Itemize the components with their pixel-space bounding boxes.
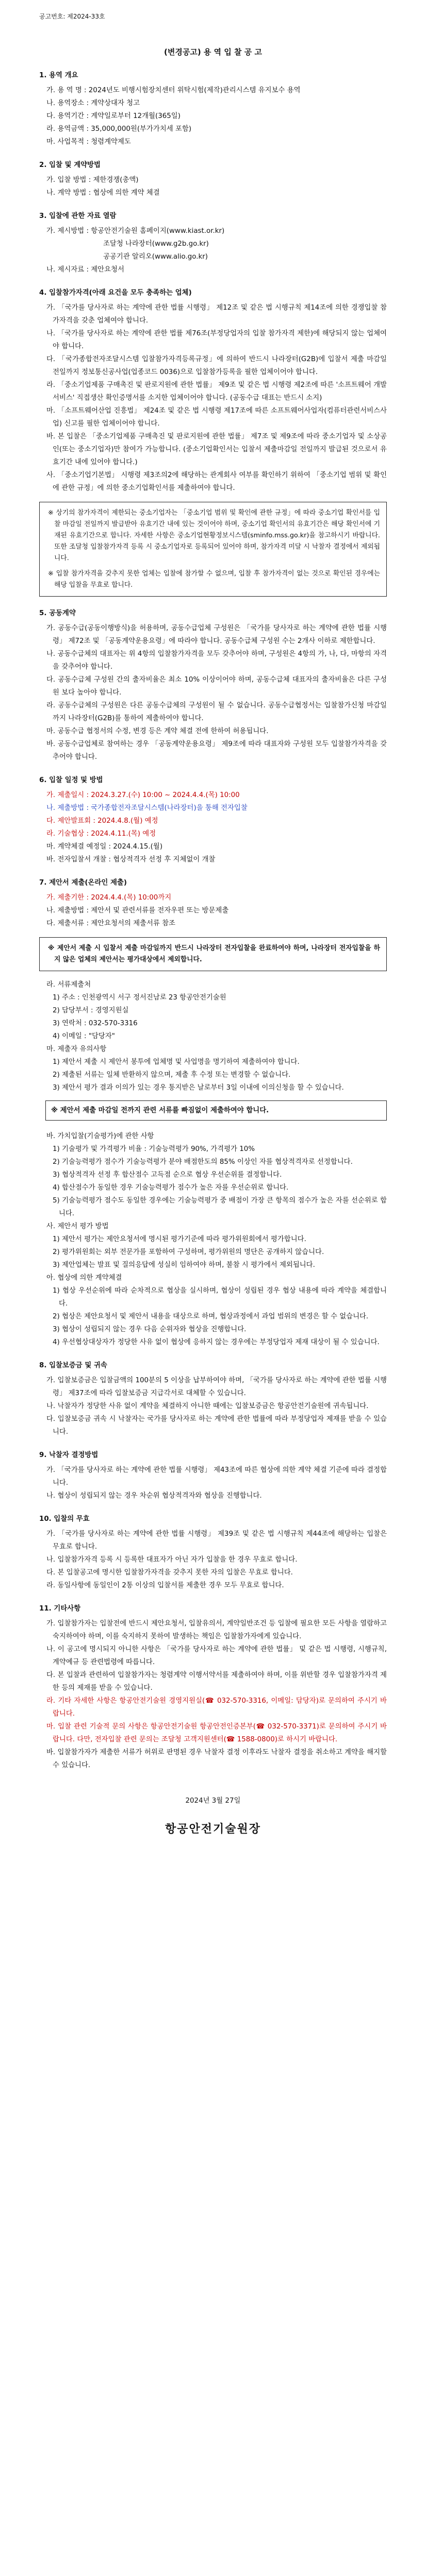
link-text[interactable]: 조달청 나라장터(www.g2b.go.kr) [103, 240, 209, 248]
box-note: ※ 제안서 제출 시 입찰서 제출 마감일까지 반드시 나라장터 전자입찰을 완료하여야 하며, 나라장터 전자입찰을 하지 않은 업체의 제안서는 평가대상에서 제외합니다. [48, 944, 380, 963]
text-line: 가. 입찰 방법 : 제한경쟁(총액) [46, 176, 139, 184]
text-line: 나. 이 공고에 명시되지 아니한 사항은 「국가를 당사자로 하는 계약에 관한 법률」 및 같은 법 시행령, 시행규칙, 계약예규 등 관련법령에 따릅니다. [46, 1646, 387, 1666]
box-note: ※ 상기의 참가자격이 제한되는 중소기업자는 「중소기업 범위 및 확인에 관한 규정」에 따라 중소기업 확인서를 입찰 마감일 전일까지 발급받아 유효기간 내에 있는 것이어야 하며, 중소기업 확인서의 유효기간은 해당 확인서에 기재된 유효기간으로 합니다. 자세한 사항은 중소기업현황정보시스템(sminfo.mss.go.kr)을 참고하시기 바랍니다. 또한 조달청 입찰참가자격 등록 시 중소기업자로 등록되어 있어야 하며, 참가자격 미달 시 낙찰자 결정에서 제외됩니다. [48, 509, 380, 562]
issuing-organization: 항공안전기술원장 [165, 1823, 261, 1836]
text-line: 다. 본 입찰과 관련하여 입찰참가자는 청렴계약 이행서약서를 제출하여야 하며, 이를 위반할 경우 입찰참가자격 제한 등의 제재를 받을 수 있습니다. [46, 1671, 387, 1692]
text-line: 바. 공동수급업체로 참여하는 경우 「공동계약운용요령」 제9조에 따라 대표자와 구성원 모두 입찰참가자격을 갖추어야 합니다. [46, 740, 387, 761]
text-line: 1) 협상 우선순위에 따라 순차적으로 협상을 실시하며, 협상이 성립된 경우 협상 내용에 따라 계약을 체결합니다. [53, 1287, 387, 1308]
box-note: ※ 제안서 제출 마감일 전까지 관련 서류를 빠짐없이 제출하여야 합니다. [51, 1107, 269, 1114]
text-line-highlight: 나. 제출방법 : 국가종합전자조달시스템(나라장터)을 통해 전자입찰 [46, 804, 248, 812]
text-line: 가. 「국가를 당사자로 하는 계약에 관한 법률 시행령」 제39조 및 같은 법 시행규칙 제44조에 해당하는 입찰은 무효로 합니다. [46, 1530, 387, 1551]
text-line: 라. 동일사항에 동일인이 2통 이상의 입찰서를 제출한 경우 모두 무효로 합니다. [46, 1582, 284, 1589]
text-line: 다. 「국가종합전자조달시스템 입찰참가자격등록규정」에 의하여 반드시 나라장터(G2B)에 입찰서 제출 마감일 전일까지 정보통신공사업(업종코드 0036)으로 입찰참가등록을 필한 업체이어야 합니다. [46, 355, 387, 376]
text-line-highlight: 다. 제안발표회 : 2024.4.8.(월) 예정 [46, 817, 158, 825]
text-line: 바. 가치입찰(기술평가)에 관한 사항 [46, 1132, 154, 1140]
text-line-highlight: 마. 입찰 관련 기술적 문의 사항은 항공안전기술원 항공안전인증본부(☎ 032-570-3371)로 문의하여 주시기 바랍니다. 다만, 전자입찰 관련 문의는 조달청 고객지원센터(☎ 1588-0800)로 하시기 바랍니다. [46, 1723, 387, 1743]
text-line: 다. 본 입찰공고에 명시한 입찰참가자격을 갖추지 못한 자의 입찰은 무효로 합니다. [46, 1569, 293, 1577]
section-heading: 3. 입찰에 관한 자료 열람 [39, 212, 117, 220]
notice-title: (변경공고) 용 역 입 찰 공 고 [164, 47, 262, 57]
text-line: 2) 기술능력평가 점수가 기술능력평가 분야 배점한도의 85% 이상인 자를 협상적격자로 선정합니다. [53, 1158, 353, 1166]
text-line: 나. 제시자료 : 제안요청서 [46, 266, 124, 274]
text-line: 2) 협상은 제안요청서 및 제안서 내용을 대상으로 하며, 협상과정에서 과업 범위의 변경은 할 수 없습니다. [53, 1313, 369, 1320]
text-line: 나. 입찰참가자격 등록 시 등록한 대표자가 아닌 자가 입찰을 한 경우 무효로 합니다. [46, 1556, 298, 1564]
text-line: 1) 기술평가 및 가격평가 비율 : 기술능력평가 90%, 가격평가 10% [53, 1145, 255, 1153]
text-line: 가. 용 역 명 : 2024년도 비행시험장치센터 위탁시험(제작)관리시스템 유지보수 용역 [46, 87, 301, 94]
text-line-highlight: 라. 기술협상 : 2024.4.11.(목) 예정 [46, 830, 156, 838]
text-line: 다. 제출서류 : 제안요청서의 제출서류 참조 [46, 920, 175, 927]
text-line: 나. 계약 방법 : 협상에 의한 계약 체결 [46, 189, 160, 197]
text-line: 나. 「국가를 당사자로 하는 계약에 관한 법률 제76조(부정당업자의 입찰 참가자격 제한)에 해당되지 않는 업체여야 합니다. [46, 330, 387, 350]
text-line: 2) 제출된 서류는 일체 반환하지 않으며, 제출 후 수정 또는 변경할 수 없습니다. [53, 1071, 291, 1079]
text-line: 나. 낙찰자가 정당한 사유 없이 계약을 체결하지 아니한 때에는 입찰보증금은 항공안전기술원에 귀속됩니다. [46, 1402, 369, 1410]
section-heading: 5. 공동계약 [39, 609, 76, 617]
text-line: 나. 제출방법 : 제안서 및 관련서류를 전자우편 또는 방문제출 [46, 907, 229, 914]
text-line: 바. 본 입찰은 「중소기업제품 구매촉진 및 판로지원에 관한 법률」 제7조 및 제9조에 따라 중소기업자 및 소상공인(또는 중소기업자)만 참여가 가능합니다. (중소기업확인서는 입찰서 제출마감일 전일까지 발급된 것으로서 유효기간 내에 있어야 합니다.) [46, 433, 387, 466]
notice-date: 2024년 3월 27일 [185, 1797, 241, 1805]
text-line: 마. 「소프트웨어산업 진흥법」 제24조 및 같은 법 시행령 제17조에 따른 소프트웨어사업자(컴퓨터관련서비스사업) 신고를 필한 업체이어야 합니다. [46, 407, 387, 428]
text-line: 3) 연락처 : 032-570-3316 [53, 1020, 138, 1027]
notice-box [39, 502, 387, 597]
text-line: 다. 입찰보증금 귀속 시 낙찰자는 국가를 당사자로 하는 계약에 관한 법률에 따라 부정당업자 제재를 받을 수 있습니다. [46, 1415, 387, 1436]
text-line: 사. 「중소기업기본법」 시행령 제3조의2에 해당하는 관계회사 여부를 확인하기 위하여 「중소기업 범위 및 확인에 관한 규정」에 의한 중소기업확인서를 제출하여야 합니다. [46, 471, 387, 492]
text-line: 다. 용역기간 : 계약일로부터 12개월(365일) [46, 112, 181, 120]
text-line: 2) 평가위원회는 외부 전문가를 포함하여 구성하며, 평가위원의 명단은 공개하지 않습니다. [53, 1248, 324, 1256]
notice-box [39, 937, 387, 971]
link-text[interactable]: 공공기관 알리오(www.alio.go.kr) [103, 253, 208, 261]
section-heading: 2. 입찰 및 계약방법 [39, 161, 101, 169]
text-line-highlight: 가. 제출일시 : 2024.3.27.(수) 10:00 ~ 2024.4.4.(목) 10:00 [46, 791, 240, 799]
text-line-highlight: 라. 기타 자세한 사항은 항공안전기술원 경영지원실(☎ 032-570-3316, 이메일: 담당자)로 문의하여 주시기 바랍니다. [46, 1697, 387, 1718]
text-line: 마. 사업목적 : 청렴계약제도 [46, 138, 131, 146]
text-line: 4) 이메일 : "담당자" [53, 1032, 115, 1040]
text-line: 2) 담당부서 : 경영지원실 [53, 1007, 129, 1014]
section-heading: 1. 용역 개요 [39, 72, 78, 79]
text-line: 1) 제안서 제출 시 제안서 봉투에 업체명 및 사업명을 명기하여 제출하여야 합니다. [53, 1058, 300, 1066]
text-line: 바. 전자입찰서 개찰 : 협상적격자 선정 후 지체없이 개찰 [46, 856, 216, 863]
text-line: 3) 협상적격자 선정 후 합산점수 고득점 순으로 협상 우선순위를 결정합니다. [53, 1171, 282, 1179]
text-line: 라. 용역금액 : 35,000,000원(부가가치세 포함) [46, 125, 192, 133]
text-line-highlight: 가. 제출기한 : 2024.4.4.(목) 10:00까지 [46, 894, 172, 902]
text-line: 다. 공동수급체 구성원 간의 출자비율은 최소 10% 이상이어야 하며, 공동수급체 대표자의 출자비율은 다른 구성원 보다 높아야 합니다. [46, 676, 387, 697]
section-heading: 10. 입찰의 무효 [39, 1515, 90, 1523]
notice-box [45, 1100, 387, 1121]
text-line: 4) 합산점수가 동일한 경우 기술능력평가 점수가 높은 자를 우선순위로 합니다. [53, 1184, 289, 1192]
text-line: 아. 협상에 의한 계약체결 [46, 1274, 122, 1282]
text-line: 마. 공동수급 협정서의 수정, 변경 등은 계약 체결 전에 한하여 허용됩니다. [46, 727, 269, 735]
text-line: 마. 계약체결 예정일 : 2024.4.15.(월) [46, 843, 163, 851]
section-heading: 11. 기타사항 [39, 1605, 81, 1613]
text-line: 가. 입찰참가자는 입찰전에 반드시 제안요청서, 입찰유의서, 계약일반조건 등 입찰에 필요한 모든 사항을 열람하고 숙지하여야 하며, 이를 숙지하지 못하여 발생하는 책임은 입찰참가자에게 있습니다. [46, 1620, 387, 1640]
text-line: 3) 제안업체는 발표 및 질의응답에 성실히 임하여야 하며, 불참 시 평가에서 제외됩니다. [53, 1261, 315, 1269]
text-line: 라. 공동수급체의 구성원은 다른 공동수급체의 구성원이 될 수 없습니다. 공동수급협정서는 입찰참가신청 마감일까지 나라장터(G2B)를 통하여 제출하여야 합니다. [46, 702, 387, 722]
text-line: 1) 제안서 평가는 제안요청서에 명시된 평가기준에 따라 평가위원회에서 평가합니다. [53, 1235, 306, 1243]
text-line: 가. 「국가를 당사자로 하는 계약에 관한 법률 시행령」 제43조에 따른 협상에 의한 계약 체결 기준에 따라 결정합니다. [46, 1466, 387, 1487]
text-line: 나. 용역장소 : 계약상대자 청고 [46, 99, 140, 107]
text-line: 가. 「국가를 당사자로 하는 계약에 관한 법률 시행령」 제12조 및 같은 법 시행규칙 제14조에 의한 경쟁입찰 참가자격을 갖춘 업체여야 합니다. [46, 304, 387, 325]
text-line: 3) 제안서 평가 결과 이의가 있는 경우 통지받은 날로부터 3일 이내에 이의신청을 할 수 있습니다. [53, 1084, 344, 1092]
text-line: 사. 제안서 평가 방법 [46, 1223, 109, 1230]
text-line: 가. 입찰보증금은 입찰금액의 100분의 5 이상을 납부하여야 하며, 「국가를 당사자로 하는 계약에 관한 법률 시행령」 제37조에 따라 입찰보증금 지급각서로 대체할 수 있습니다. [46, 1377, 387, 1397]
text-line: 4) 우선협상대상자가 정당한 사유 없이 협상에 응하지 않는 경우에는 부정당업자 제재 대상이 될 수 있습니다. [53, 1338, 380, 1346]
box-note: ※ 입찰 참가자격을 갖추지 못한 업체는 입찰에 참가할 수 없으며, 입찰 후 참가자격이 없는 것으로 확인된 경우에는 해당 입찰을 무효로 합니다. [48, 570, 380, 589]
text-line: 5) 기술능력평가 점수도 동일한 경우에는 기술능력평가 중 배점이 가장 큰 항목의 점수가 높은 자를 선순위로 합니다. [53, 1197, 387, 1217]
text-line: 3) 협상이 성립되지 않는 경우 다음 순위자와 협상을 진행합니다. [53, 1326, 247, 1333]
text-line: 1) 주소 : 인천광역시 서구 정서진남로 23 항공안전기술원 [53, 994, 226, 1002]
text-line: 가. 공동수급(공동이행방식)을 허용하며, 공동수급업체 구성원은 「국가를 당사자로 하는 계약에 관한 법률 시행령」 제72조 및 「공동계약운용요령」에 따라야 합니다. 공동수급체 구성원 수는 2개사 이하로 제한합니다. [46, 624, 387, 645]
section-heading: 4. 입찰참가자격(아래 요건을 모두 충족하는 업체) [39, 289, 192, 297]
section-heading: 7. 제안서 제출(온라인 제출) [39, 879, 127, 887]
text-line: 나. 협상이 성립되지 않는 경우 차순위 협상적격자와 협상을 진행합니다. [46, 1492, 262, 1500]
text-line: 라. 「중소기업제품 구매촉진 및 판로지원에 관한 법률」 제9조 및 같은 법 시행령 제2조에 따른 '소프트웨어 개발 서비스' 직접생산 확인증명서를 소지한 업체이어야 합니다. (공동수급 대표는 반드시 소지) [46, 381, 387, 402]
text-line: 라. 서류제출처 [46, 981, 91, 989]
text-line: 바. 입찰참가자가 제출한 서류가 허위로 판명된 경우 낙찰자 결정 이후라도 낙찰자 결정을 취소하고 계약을 해지할 수 있습니다. [46, 1749, 387, 1769]
section-heading: 9. 낙찰자 결정방법 [39, 1451, 99, 1459]
text-line: 가. 제시방법 : 항공안전기술원 홈페이지(www.kiast.or.kr) [46, 227, 225, 235]
notice-number: 공고번호: 제2024-33호 [39, 13, 105, 20]
section-heading: 8. 입찰보증금 및 귀속 [39, 1362, 107, 1369]
text-line: 나. 공동수급체의 대표자는 위 4항의 입찰참가자격을 모두 갖추어야 하며, 구성원은 4항의 가, 나, 다, 마항의 자격을 갖추어야 합니다. [46, 650, 387, 671]
section-heading: 6. 입찰 일정 및 방법 [39, 776, 103, 784]
text-line: 마. 제출자 유의사항 [46, 1045, 107, 1053]
